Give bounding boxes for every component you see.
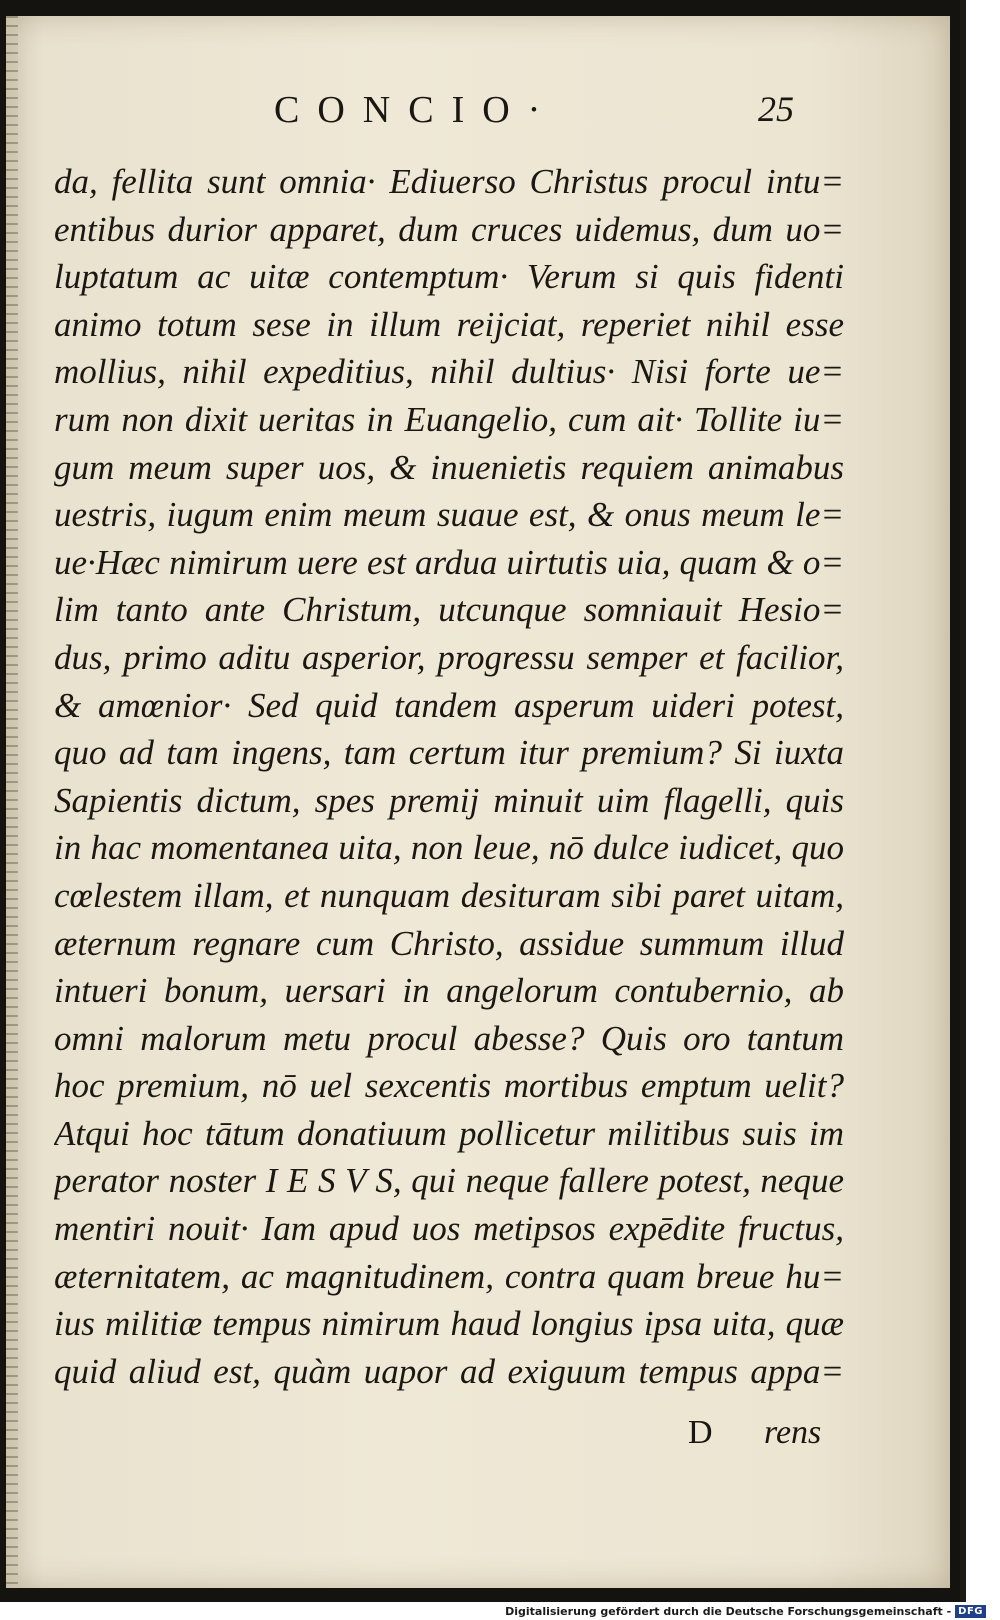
text-line: dus, primo aditu asperior, progressu semper et facilior, [54,637,844,677]
text-line: lim tanto ante Christum, utcunque somniauit Hesio= [54,590,844,630]
text-line: rum non dixit ueritas in Euangelio, cum ait· Tollite iu= [54,399,844,439]
text-line: cœlestem illam, et nunquam desituram sibi paret uitam, [54,875,844,915]
text-line: uestris, iugum enim meum suaue est, & onus meum le= [54,495,844,535]
text-line: luptatum ac uitæ contemptum· Verum si quis fidenti [54,257,844,297]
book-page [6,16,950,1588]
text-line: ue·Hæc nimirum uere est ardua uirtutis uia, quam & o= [54,542,844,582]
page-number: 25 [758,89,794,129]
page-header [6,88,950,138]
text-line: omni malorum metu procul abesse? Quis oro tantum [54,1018,844,1058]
text-line: animo totum sese in illum reijciat, reperiet nihil esse [54,304,844,344]
running-title: CONCIO· [274,89,559,131]
text-line: quid aliud est, quàm uapor ad exiguum tempus appa= [54,1351,844,1391]
text-line: gum meum super uos, & inuenietis requiem animabus [54,447,844,487]
text-line: da, fellita sunt omnia· Ediuerso Christus procul intu= [54,162,844,201]
text-line: ius militiæ tempus nimirum haud longius ipsa uita, quæ [54,1304,844,1344]
text-line: quo ad tam ingens, tam certum itur premium? Si iuxta [54,733,844,773]
page-gutter [6,16,18,1588]
text-line: & amœnior· Sed quid tandem asperum uideri potest, [54,685,844,725]
text-line: in hac momentanea uita, non leue, nō dulce iudicet, quo [54,828,844,868]
dfg-logo: DFG [955,1605,986,1618]
page-footer [6,1414,950,1464]
text-line: perator noster I E S V S, qui neque fallere potest, neque [54,1161,844,1201]
signature-mark: D [688,1414,713,1451]
text-line: Atqui hoc tātum donatiuum pollicetur militibus suis im [54,1113,844,1153]
text-line: Sapientis dictum, spes premij minuit uim flagelli, quis [54,780,844,820]
text-line: æternitatem, ac magnitudinem, contra quam breue hu= [54,1256,844,1296]
text-line: æternum regnare cum Christo, assidue summum illud [54,923,844,963]
digitization-credit [505,1602,986,1620]
body-text [54,158,844,1395]
credit-text: Digitalisierung gefördert durch die Deutsche Forschungsgemeinschaft - [505,1604,952,1618]
text-line: hoc premium, nō uel sexcentis mortibus emptum uelit? [54,1066,844,1106]
text-line: entibus durior apparet, dum cruces uidemus, dum uo= [54,209,844,249]
text-line: mollius, nihil expeditius, nihil dultius· Nisi forte ue= [54,352,844,392]
catchword: rens [764,1414,822,1451]
text-line: mentiri nouit· Iam apud uos metipsos expēdite fructus, [54,1209,844,1249]
text-line: intueri bonum, uersari in angelorum contubernio, ab [54,971,844,1011]
